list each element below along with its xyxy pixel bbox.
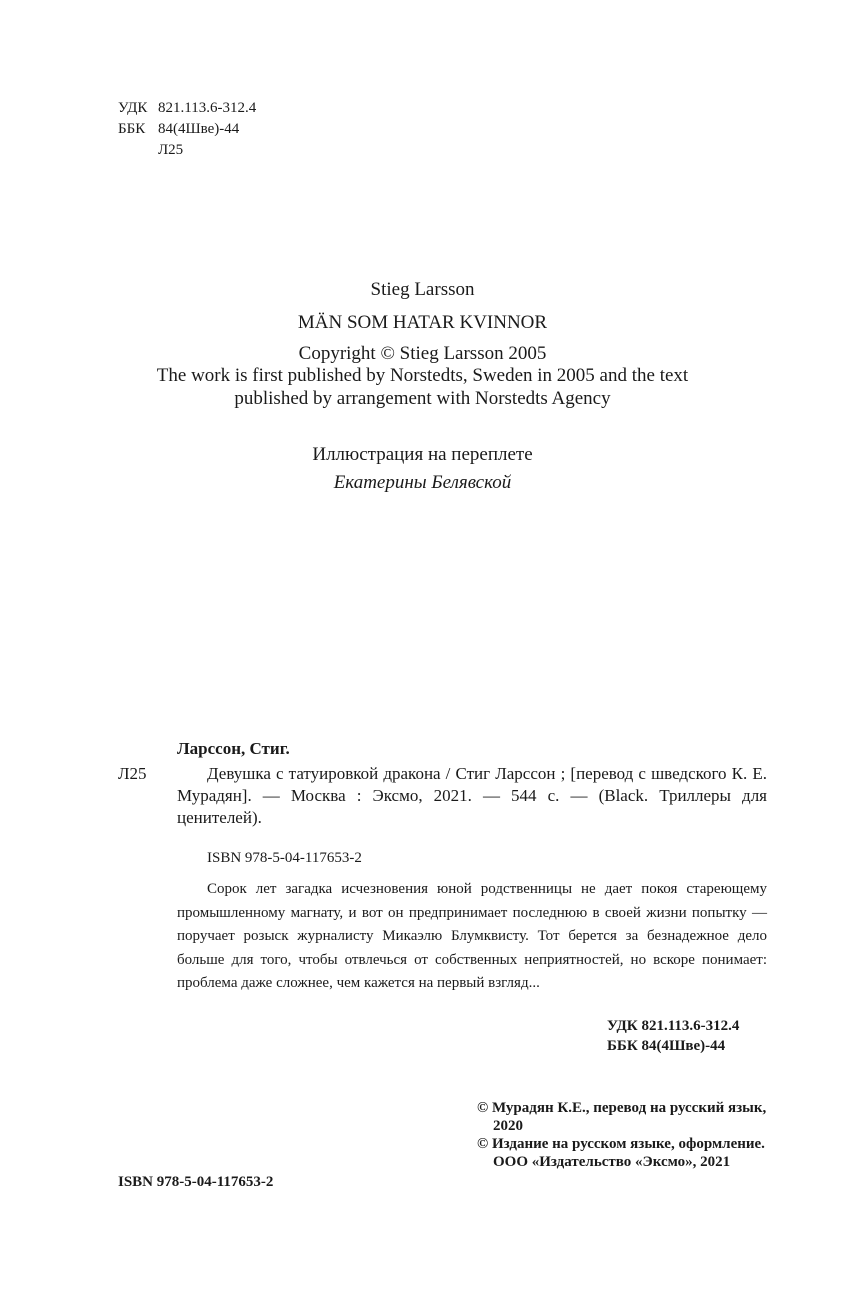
catalog-mark: Л25 bbox=[118, 764, 147, 783]
illustration-line-2: Екатерины Белявской bbox=[333, 472, 512, 493]
catalog-heading: Ларссон, Стиг. bbox=[177, 739, 290, 758]
classification-codes bbox=[118, 98, 256, 161]
publication-line-2: published by arrangement with Norstedts Agency bbox=[234, 388, 611, 409]
udk-row bbox=[118, 98, 256, 119]
udk-value: 821.113.6-312.4 bbox=[158, 100, 257, 116]
udk-label: УДК bbox=[118, 100, 148, 116]
author-mark-row bbox=[118, 140, 256, 161]
copyright-line: Copyright © Stieg Larsson 2005 bbox=[298, 343, 547, 364]
catalog-bbk: ББК 84(4Шве)-44 bbox=[607, 1038, 726, 1054]
catalog-description: Девушка с татуировкой дракона / Стиг Ларссон ; [перевод с шведского К. Е. Мурадян]. — Москва : Эксмо, 2021. — 544 с. — (Black. Триллеры для ценителей). bbox=[177, 764, 767, 827]
original-author: Stieg Larsson bbox=[370, 279, 475, 300]
illustration-line-1: Иллюстрация на переплете bbox=[312, 444, 533, 465]
footer-isbn: ISBN 978-5-04-117653-2 bbox=[118, 1174, 274, 1190]
publication-line-1: The work is first published by Norstedts, Sweden in 2005 and the text bbox=[156, 365, 689, 386]
catalog-isbn: ISBN 978-5-04-117653-2 bbox=[207, 850, 362, 866]
catalog-annotation: Сорок лет загадка исчезновения юной родственницы не дает покоя стареющему промышленному магнату, и вот он предпринимает последнюю в своей жизни попытку — поручает розыск журналисту Микаэлю Блумквисту. Тот берется за безнадежное дело больше для того, чтобы отвлечься от собственных неприятностей, но вскоре понимает: проблема даже сложнее, чем кажется на первый взгляд... bbox=[177, 881, 767, 992]
footer-copyright-2: © Издание на русском языке, оформление. ООО «Издательство «Эксмо», 2021 bbox=[477, 1136, 765, 1170]
original-title: MÄN SOM HATAR KVINNOR bbox=[297, 312, 548, 333]
catalog-udk: УДК 821.113.6-312.4 bbox=[607, 1018, 740, 1034]
bbk-row bbox=[118, 119, 256, 140]
bbk-label: ББК bbox=[118, 121, 146, 137]
bbk-value: 84(4Шве)-44 bbox=[158, 121, 240, 137]
author-mark: Л25 bbox=[158, 142, 184, 158]
footer-copyright-1: © Мурадян К.Е., перевод на русский язык, 2020 bbox=[477, 1100, 767, 1134]
